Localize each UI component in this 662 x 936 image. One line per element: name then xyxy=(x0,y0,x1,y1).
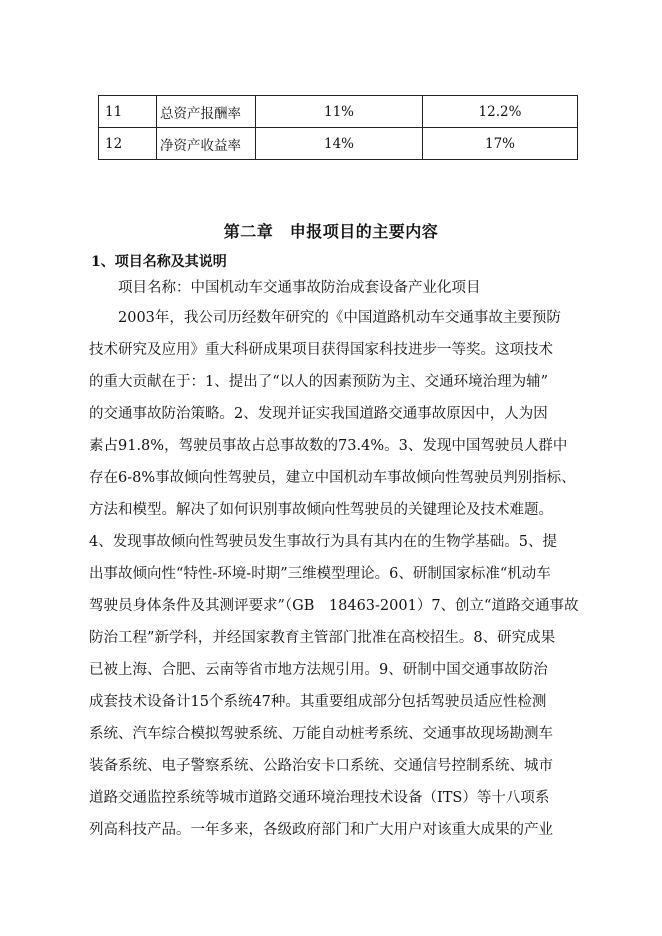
body-line: 系统、汽车综合模拟驾驶系统、万能自动桩考系统、交通事故现场勘测车 xyxy=(89,726,553,742)
indicator-value-2: 17% xyxy=(423,128,578,160)
body-line: 道路交通监控系统等城市道路交通环境治理技术设备（ITS）等十八项系 xyxy=(89,790,550,806)
body-line: 防治工程”新学科，并经国家教育主管部门批准在高校招生。8、研究成果 xyxy=(89,630,556,646)
body-line: 列高科技产品。一年多来，各级政府部门和广大用户对该重大成果的产业 xyxy=(89,822,553,838)
body-line: 存在6-8%事故倾向性驾驶员，建立中国机动车事故倾向性驾驶员判别指标、 xyxy=(89,470,576,486)
body-line: 装备系统、电子警察系统、公路治安卡口系统、交通信号控制系统、城市 xyxy=(89,758,553,774)
body-line: 已被上海、合肥、云南等省市地方法规引用。9、研制中国交通事故防治 xyxy=(89,662,548,678)
row-number: 11 xyxy=(99,96,157,128)
body-line: 项目名称：中国机动车交通事故防治成套设备产业化项目 xyxy=(89,280,481,296)
body-line: 4、发现事故倾向性驾驶员发生事故行为具有其内在的生物学基础。5、提 xyxy=(89,534,557,550)
chapter-title: 第二章 申报项目的主要内容 xyxy=(223,222,439,241)
body-line: 的交通事故防治策略。2、发现并证实我国道路交通事故原因中，人为因 xyxy=(89,406,548,422)
body-line: 技术研究及应用》重大科研成果项目获得国家科技进步一等奖。这项技术 xyxy=(89,342,553,358)
table-row xyxy=(99,96,578,128)
body-line: 成套技术设备计15个系统47种。其重要组成部分包括驾驶员适应性检测 xyxy=(89,694,547,710)
indicator-table xyxy=(98,95,578,160)
body-line: 素占91.8%，驾驶员事故占总事故数的73.4%。3、发现中国驾驶员人群中 xyxy=(89,438,568,454)
body-line: 驾驶员身体条件及其测评要求”（GB 18463-2001）7、创立“道路交通事故 xyxy=(89,598,579,614)
indicator-name: 净资产收益率 xyxy=(157,128,256,160)
body-line: 的重大贡献在于：1、提出了“以人的因素预防为主、交通环境治理为辅” xyxy=(89,374,549,390)
indicator-name: 总资产报酬率 xyxy=(157,96,256,128)
section-heading: 1、项目名称及其说明 xyxy=(91,254,227,270)
body-line: 2003年，我公司历经数年研究的《中国道路机动车交通事故主要预防 xyxy=(89,310,561,326)
body-line: 出事故倾向性“特性-环境-时期”三维模型理论。6、研制国家标准“机动车 xyxy=(89,566,551,582)
indicator-value-1: 11% xyxy=(256,96,423,128)
indicator-value-2: 12.2% xyxy=(423,96,578,128)
table-row xyxy=(99,128,578,160)
row-number: 12 xyxy=(99,128,157,160)
indicator-value-1: 14% xyxy=(256,128,423,160)
body-line: 方法和模型。解决了如何识别事故倾向性驾驶员的关键理论及技术难题。 xyxy=(89,502,553,518)
